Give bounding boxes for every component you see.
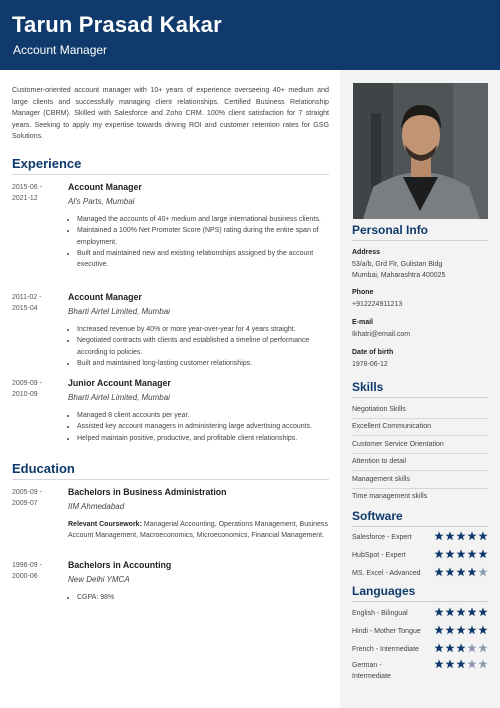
summary-text: Customer-oriented account manager with 10+ years of experience overseeing 40+ medium and large clients and successfully managing client relationships. Certified Business Relationship Manager (CBRM). Skilled with Salesforce and Zoho CRM. 100% client satisfaction for 7 straight years. Seeking to apply my expertise towards driving ROI and customer retention rates for GSG Solutions. — [12, 86, 329, 141]
entry-title: Account Manager — [68, 182, 142, 192]
bullet: • Helped maintain positive, productive, and profitable client relationships. — [77, 433, 337, 444]
star-icon — [456, 625, 466, 635]
sidebar — [340, 70, 500, 708]
star-icon — [456, 643, 466, 653]
star-icon — [478, 659, 488, 669]
star-icon — [445, 567, 455, 577]
candidate-name: Tarun Prasad Kakar — [12, 12, 222, 37]
experience-entry — [12, 378, 330, 458]
experience-title: Experience — [12, 156, 82, 171]
education-title: Education — [12, 461, 75, 476]
entry-date: 2005-09 - 2009-07 — [12, 489, 42, 507]
star-icon — [434, 625, 444, 635]
entry-date: 2009-09 - 2010-09 — [12, 380, 42, 398]
profile-photo — [353, 83, 488, 219]
star-icon — [434, 643, 444, 653]
software-divider — [352, 526, 488, 527]
skill-divider — [352, 470, 488, 471]
software-title: Software — [352, 509, 403, 523]
star-icon — [478, 625, 488, 635]
skill-item: Customer Service Orientation — [352, 441, 444, 448]
skill-item: Management skills — [352, 476, 410, 483]
star-icon — [456, 549, 466, 559]
skills-divider — [352, 397, 488, 398]
star-icon — [445, 531, 455, 541]
bullet: • Assisted key account managers in administering large advertising accounts. — [77, 421, 337, 432]
skill-item: Time management skills — [352, 493, 428, 500]
rated-label: Hindi - Mother Tongue — [352, 628, 421, 635]
star-icon — [434, 549, 444, 559]
bullet: • Managed the accounts of 40+ medium and large international business clients. — [77, 214, 337, 225]
bullet: • Increased revenue by 40% or more year-over-year for 4 years straight. — [77, 324, 337, 335]
entry-date: 1996-09 - 2000-06 — [12, 562, 42, 580]
skill-divider — [352, 453, 488, 454]
star-icon — [467, 531, 477, 541]
skill-divider — [352, 418, 488, 419]
coursework-label: Relevant Coursework: — [68, 521, 142, 528]
star-icon — [478, 567, 488, 577]
entry-company: Al's Parts, Mumbai — [68, 197, 135, 206]
skills-title: Skills — [352, 380, 384, 394]
rated-label: German - Intermediate — [352, 662, 391, 680]
star-icon — [467, 567, 477, 577]
bullet: • Managed 8 client accounts per year. — [77, 410, 337, 421]
skill-item: Attention to detail — [352, 458, 407, 465]
entry-company: New Delhi YMCA — [68, 575, 130, 584]
star-icon — [467, 659, 477, 669]
coursework-text: Managerial Accounting, Operations Management, Business Account Management, Macroeconomics, Microeconomics, Financial Management. — [68, 521, 328, 539]
bullet: • Negotiated contracts with clients and established a timeline of performance according to policies. — [77, 335, 337, 358]
star-icon — [467, 549, 477, 559]
phone-value: +912224911213 — [352, 301, 403, 308]
star-icon — [445, 659, 455, 669]
star-icon — [445, 625, 455, 635]
personal-info-divider — [352, 240, 488, 241]
languages-divider — [352, 601, 488, 602]
experience-entry — [12, 292, 330, 372]
rated-label: French - Intermediate — [352, 646, 419, 653]
entry-title: Account Manager — [68, 292, 142, 302]
star-icon — [445, 549, 455, 559]
star-icon — [434, 531, 444, 541]
star-icon — [456, 607, 466, 617]
experience-entry — [12, 182, 330, 282]
entry-title: Bachelors in Accounting — [68, 560, 172, 570]
address-label: Address — [352, 249, 381, 256]
star-icon — [445, 607, 455, 617]
star-icon — [467, 643, 477, 653]
star-icon — [478, 531, 488, 541]
dob-label: Date of birth — [352, 349, 394, 356]
entry-bullets — [68, 592, 337, 603]
entry-date: 2015-06 - 2021-12 — [12, 184, 42, 202]
star-icon — [478, 607, 488, 617]
rated-label: Salesforce - Expert — [352, 534, 412, 541]
experience-divider — [12, 174, 329, 175]
star-icon — [478, 549, 488, 559]
bullet: • Built and maintained long-lasting customer relationships. — [77, 358, 337, 369]
star-icon — [434, 567, 444, 577]
phone-label: Phone — [352, 289, 374, 296]
star-icon — [456, 531, 466, 541]
personal-info-title: Personal Info — [352, 223, 429, 237]
entry-bullets — [68, 410, 337, 444]
profile-photo-image — [353, 83, 488, 219]
star-icon — [445, 643, 455, 653]
entry-title: Bachelors in Business Administration — [68, 487, 227, 497]
bullet: • Built and maintained new and existing relationships assigned by the account executive. — [77, 248, 337, 271]
rated-label: HubSpot - Expert — [352, 552, 406, 559]
rated-label: MS. Excel - Advanced — [352, 570, 421, 577]
rated-label: English - Bilingual — [352, 610, 408, 617]
bullet: • CGPA: 98% — [77, 592, 337, 603]
email-label: E-mail — [352, 319, 374, 326]
star-icon — [478, 643, 488, 653]
entry-date: 2011-02 - 2015-04 — [12, 294, 42, 312]
dob-value: 1978-06-12 — [352, 361, 388, 368]
entry-bullets — [68, 324, 337, 369]
email-value: Ikhatri@email.com — [352, 331, 411, 338]
education-divider — [12, 479, 329, 480]
entry-company: Bharti Airtel Limited, Mumbai — [68, 307, 170, 316]
candidate-role: Account Manager — [13, 43, 108, 57]
star-icon — [434, 607, 444, 617]
entry-company: Bharti Airtel Limited, Mumbai — [68, 393, 170, 402]
entry-title: Junior Account Manager — [68, 378, 171, 388]
languages-title: Languages — [352, 584, 416, 598]
star-icon — [434, 659, 444, 669]
resume-header — [0, 0, 500, 70]
skill-divider — [352, 435, 488, 436]
entry-bullets — [68, 214, 337, 270]
education-entry — [12, 560, 330, 610]
main-column — [0, 70, 340, 708]
skill-item: Excellent Communication — [352, 423, 431, 430]
star-icon — [467, 625, 477, 635]
entry-company: IIM Ahmedabad — [68, 502, 125, 511]
bullet: • Maintained a 100% Net Promoter Score (NPS) rating during the entire span of employment. — [77, 225, 337, 248]
skill-item: Negotiation Skills — [352, 406, 406, 413]
skill-divider — [352, 488, 488, 489]
education-entry — [12, 487, 330, 557]
star-icon — [456, 659, 466, 669]
entry-coursework — [68, 519, 328, 541]
address-value: 53/a/b, Grd Flr, Gulistan Bldg Mumbai, Maharashtra 400025 — [352, 261, 446, 279]
star-icon — [467, 607, 477, 617]
star-icon — [456, 567, 466, 577]
